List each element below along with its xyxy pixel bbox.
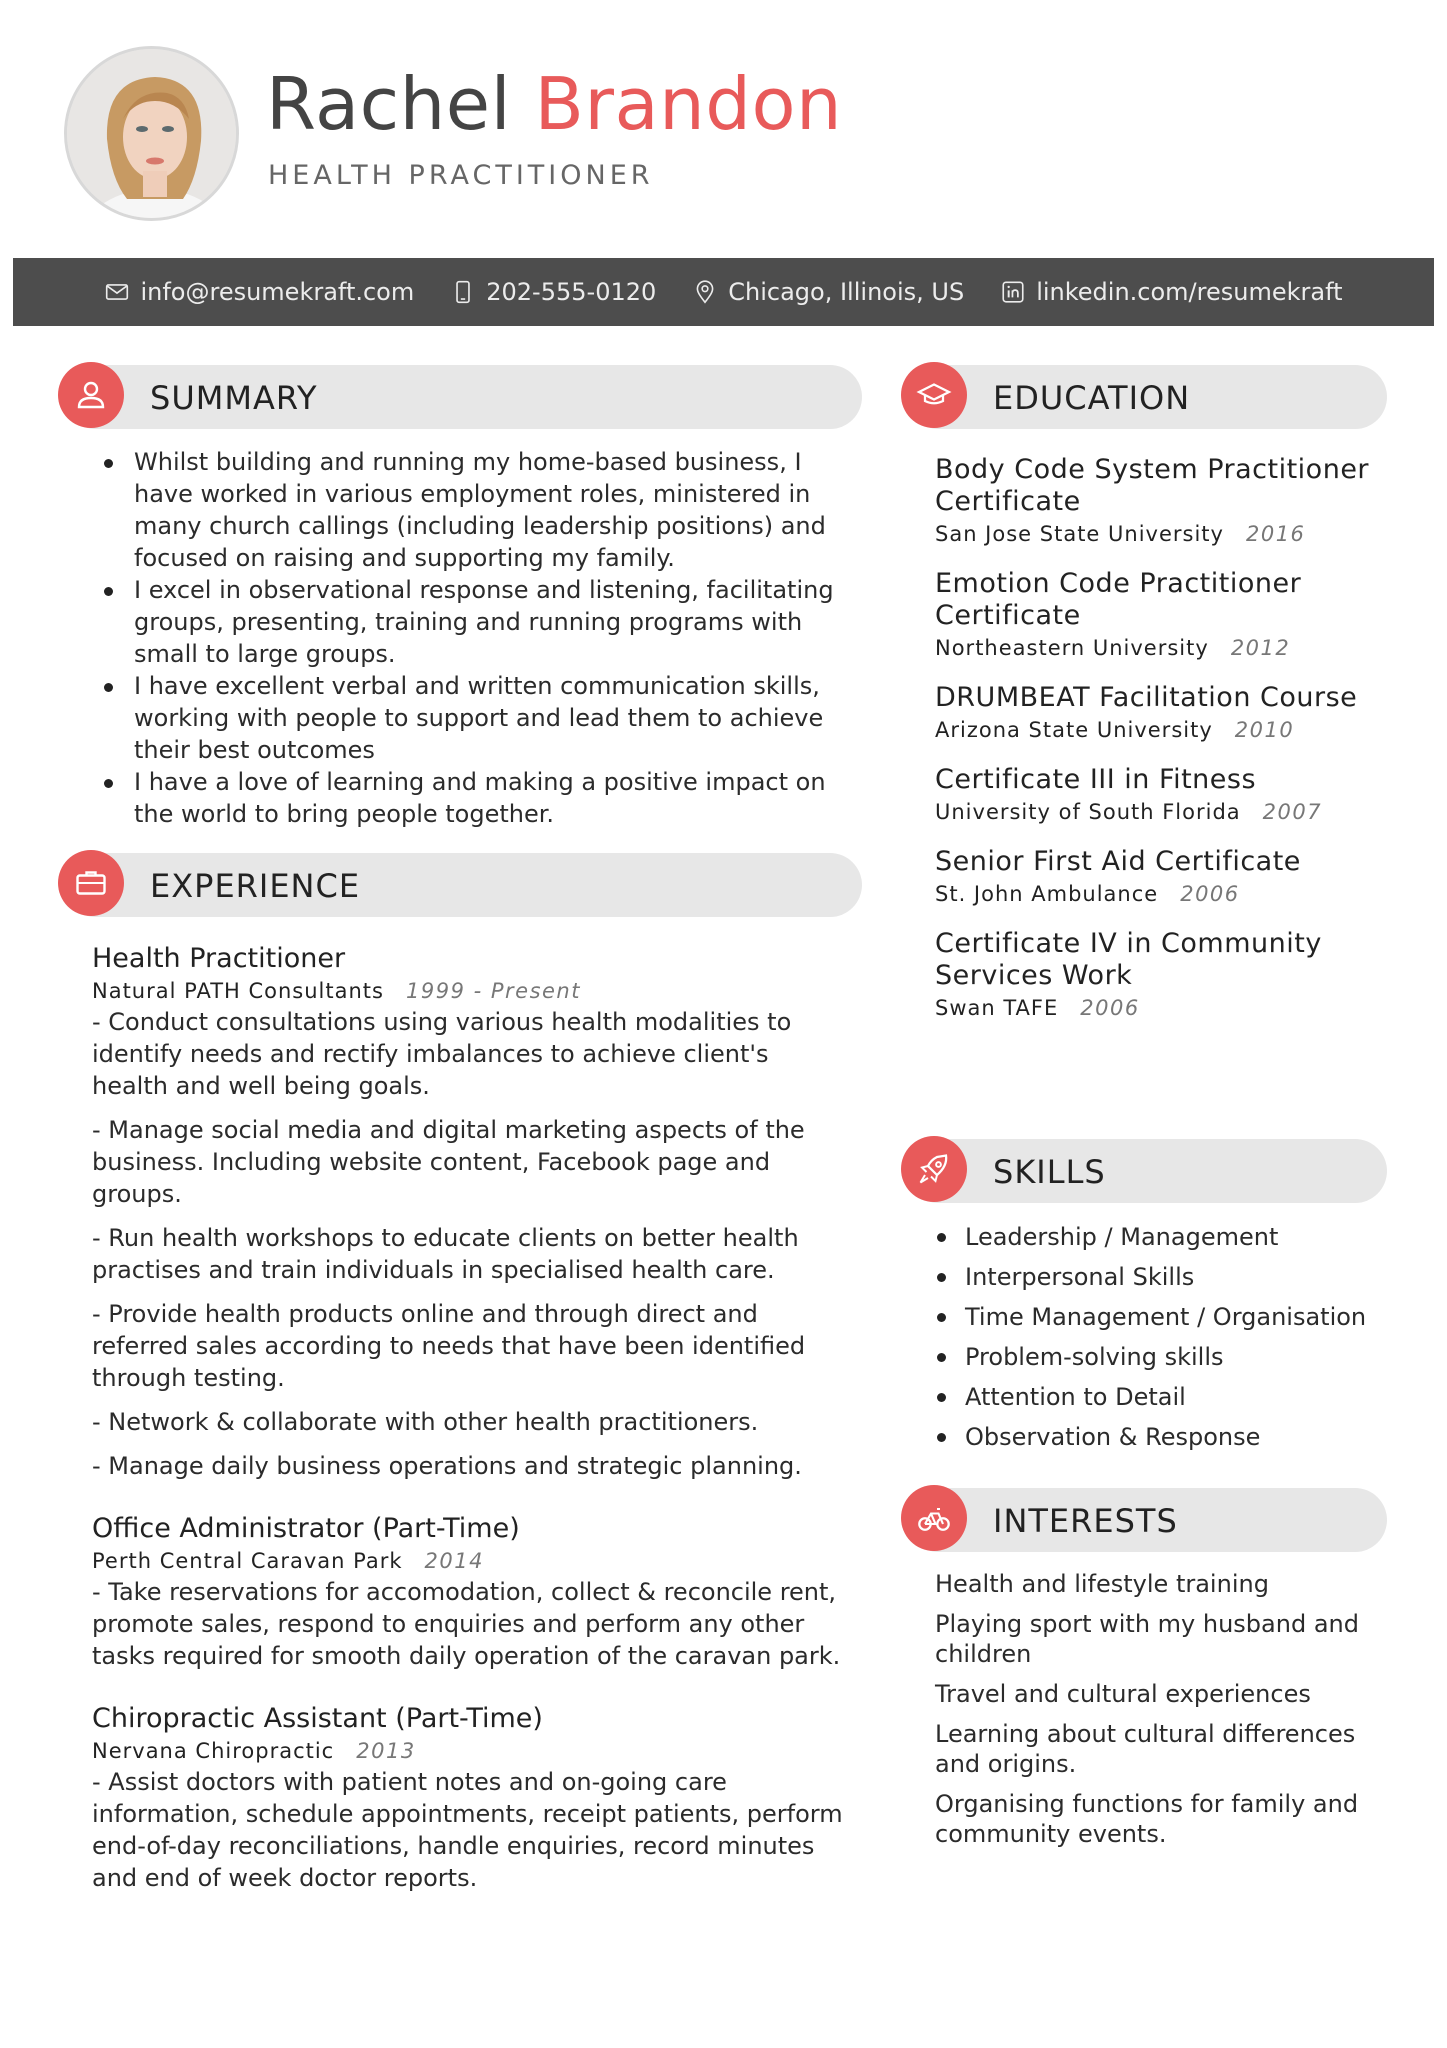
user-icon — [73, 377, 109, 413]
education-entry — [935, 568, 1375, 664]
job-line: - Assist doctors with patient notes and on-going care information, schedule appointments, receipt patients, perform end-of-day reconciliations, handle enquiries, record minutes and end of week doctor reports. — [92, 1768, 843, 1892]
education-entry — [935, 846, 1375, 910]
job-entry — [92, 1512, 852, 1672]
bicycle-icon — [916, 1500, 952, 1536]
education-meta — [935, 878, 1375, 910]
job-meta — [92, 976, 852, 1006]
education-meta — [935, 714, 1375, 746]
job-years: 2014 — [424, 1549, 484, 1573]
skill-item: Time Management / Organisation — [935, 1297, 1375, 1337]
job-line: - Provide health products online and through direct and referred sales according to needs that have been identified through testing. — [92, 1300, 806, 1392]
skills-title: SKILLS — [993, 1153, 1106, 1191]
education-org: University of South Florida — [935, 800, 1241, 824]
interests-icon-badge — [901, 1485, 967, 1551]
skills-icon-badge — [901, 1136, 967, 1202]
job-title: Health Practitioner — [92, 943, 346, 974]
education-meta — [935, 632, 1375, 664]
job-years: 1999 - Present — [405, 979, 581, 1003]
job-line: - Take reservations for accomodation, collect & reconcile rent, promote sales, respond to enquiries and perform any other tasks required for smooth daily operation of the caravan park. — [92, 1578, 841, 1670]
interests-content — [935, 1569, 1375, 1859]
interest-item: Playing sport with my husband and children — [935, 1610, 1359, 1668]
education-meta — [935, 992, 1375, 1024]
education-title-text: Senior First Aid Certificate — [935, 846, 1301, 877]
skills-content — [935, 1217, 1375, 1457]
interests-section-header — [907, 1488, 1387, 1552]
education-title-text: Certificate III in Fitness — [935, 764, 1257, 795]
phone-icon — [450, 279, 476, 305]
contact-linkedin[interactable] — [1000, 278, 1342, 306]
email-icon — [104, 279, 130, 305]
education-meta — [935, 518, 1375, 550]
contact-phone[interactable] — [450, 278, 656, 306]
summary-content — [92, 446, 852, 830]
experience-title: EXPERIENCE — [150, 867, 361, 905]
interest-item: Organising functions for family and community events. — [935, 1790, 1359, 1848]
education-content — [935, 454, 1375, 1024]
contact-location[interactable] — [692, 278, 964, 306]
education-year: 2007 — [1262, 800, 1323, 824]
first-name: Rachel — [266, 62, 512, 146]
interest-item: Travel and cultural experiences — [935, 1680, 1311, 1708]
linkedin-icon — [1000, 279, 1026, 305]
email-text: info@resumekraft.com — [140, 278, 415, 306]
summary-item: I excel in observational response and listening, facilitating groups, presenting, training and running programs with small to large groups. — [92, 574, 852, 670]
education-entry — [935, 764, 1375, 828]
location-text: Chicago, Illinois, US — [728, 278, 965, 306]
contact-bar — [13, 258, 1434, 326]
profile-photo — [64, 46, 239, 221]
job-org: Natural PATH Consultants — [92, 979, 384, 1003]
education-title-text: Certificate IV in Community Services Work — [935, 928, 1322, 991]
job-line: - Manage social media and digital marketing aspects of the business. Including website content, Facebook page and groups. — [92, 1116, 805, 1208]
education-title: EDUCATION — [993, 379, 1191, 417]
job-line: - Run health workshops to educate clients on better health practises and train individuals in specialised health care. — [92, 1224, 799, 1284]
skill-item: Leadership / Management — [935, 1217, 1375, 1257]
location-pin-icon — [692, 279, 718, 305]
skill-item: Observation & Response — [935, 1417, 1375, 1457]
job-years: 2013 — [356, 1739, 416, 1763]
experience-icon-badge — [58, 850, 124, 916]
rocket-icon — [916, 1151, 952, 1187]
experience-section-header — [64, 853, 862, 917]
skill-item: Interpersonal Skills — [935, 1257, 1375, 1297]
skills-section-header — [907, 1139, 1387, 1203]
education-org: Northeastern University — [935, 636, 1209, 660]
education-year: 2006 — [1180, 882, 1240, 906]
avatar — [67, 49, 239, 221]
education-org: St. John Ambulance — [935, 882, 1159, 906]
graduation-cap-icon — [916, 377, 952, 413]
education-entry — [935, 682, 1375, 746]
education-org: San Jose State University — [935, 522, 1224, 546]
skill-item: Problem-solving skills — [935, 1337, 1375, 1377]
interest-item: Health and lifestyle training — [935, 1570, 1269, 1598]
summary-section-header — [64, 365, 862, 429]
phone-text: 202-555-0120 — [486, 278, 657, 306]
education-meta — [935, 796, 1375, 828]
education-title-text: Emotion Code Practitioner Certificate — [935, 568, 1302, 631]
education-year: 2006 — [1080, 996, 1140, 1020]
summary-list — [92, 446, 852, 830]
education-year: 2010 — [1234, 718, 1295, 742]
job-line: - Manage daily business operations and strategic planning. — [92, 1452, 802, 1480]
last-name: Brandon — [534, 62, 843, 146]
education-org: Swan TAFE — [935, 996, 1059, 1020]
job-org: Perth Central Caravan Park — [92, 1549, 403, 1573]
job-title: Chiropractic Assistant (Part-Time) — [92, 1703, 543, 1734]
job-meta — [92, 1736, 852, 1766]
job-line: - Conduct consultations using various health modalities to identify needs and rectify imbalances to achieve client's health and well being goals. — [92, 1008, 792, 1100]
skills-list — [935, 1217, 1375, 1457]
summary-item: I have excellent verbal and written communication skills, working with people to support and lead them to achieve their best outcomes — [92, 670, 852, 766]
education-org: Arizona State University — [935, 718, 1213, 742]
education-year: 2012 — [1230, 636, 1291, 660]
job-line: - Network & collaborate with other health practitioners. — [92, 1408, 759, 1436]
experience-content — [92, 942, 852, 1894]
contact-email[interactable] — [104, 278, 414, 306]
education-entry — [935, 928, 1375, 1024]
summary-item: Whilst building and running my home-based business, I have worked in various employment roles, ministered in many church callings (including leadership positions) and focused on raising and supporting my family. — [92, 446, 852, 574]
job-role: HEALTH PRACTITIONER — [268, 160, 654, 191]
education-year: 2016 — [1245, 522, 1306, 546]
education-entry — [935, 454, 1375, 550]
interests-title: INTERESTS — [993, 1502, 1178, 1540]
education-section-header — [907, 365, 1387, 429]
summary-icon-badge — [58, 362, 124, 428]
interest-item: Learning about cultural differences and origins. — [935, 1720, 1356, 1778]
job-org: Nervana Chiropractic — [92, 1739, 335, 1763]
briefcase-icon — [73, 865, 109, 901]
linkedin-text: linkedin.com/resumekraft — [1036, 278, 1343, 306]
job-meta — [92, 1546, 852, 1576]
job-title: Office Administrator (Part-Time) — [92, 1513, 520, 1544]
summary-item: I have a love of learning and making a positive impact on the world to bring people together. — [92, 766, 852, 830]
summary-title: SUMMARY — [150, 379, 318, 417]
education-title-text: Body Code System Practitioner Certificate — [935, 454, 1370, 517]
skill-item: Attention to Detail — [935, 1377, 1375, 1417]
job-entry — [92, 942, 852, 1482]
education-title-text: DRUMBEAT Facilitation Course — [935, 682, 1358, 713]
education-icon-badge — [901, 362, 967, 428]
full-name — [266, 62, 843, 146]
job-entry — [92, 1702, 852, 1894]
